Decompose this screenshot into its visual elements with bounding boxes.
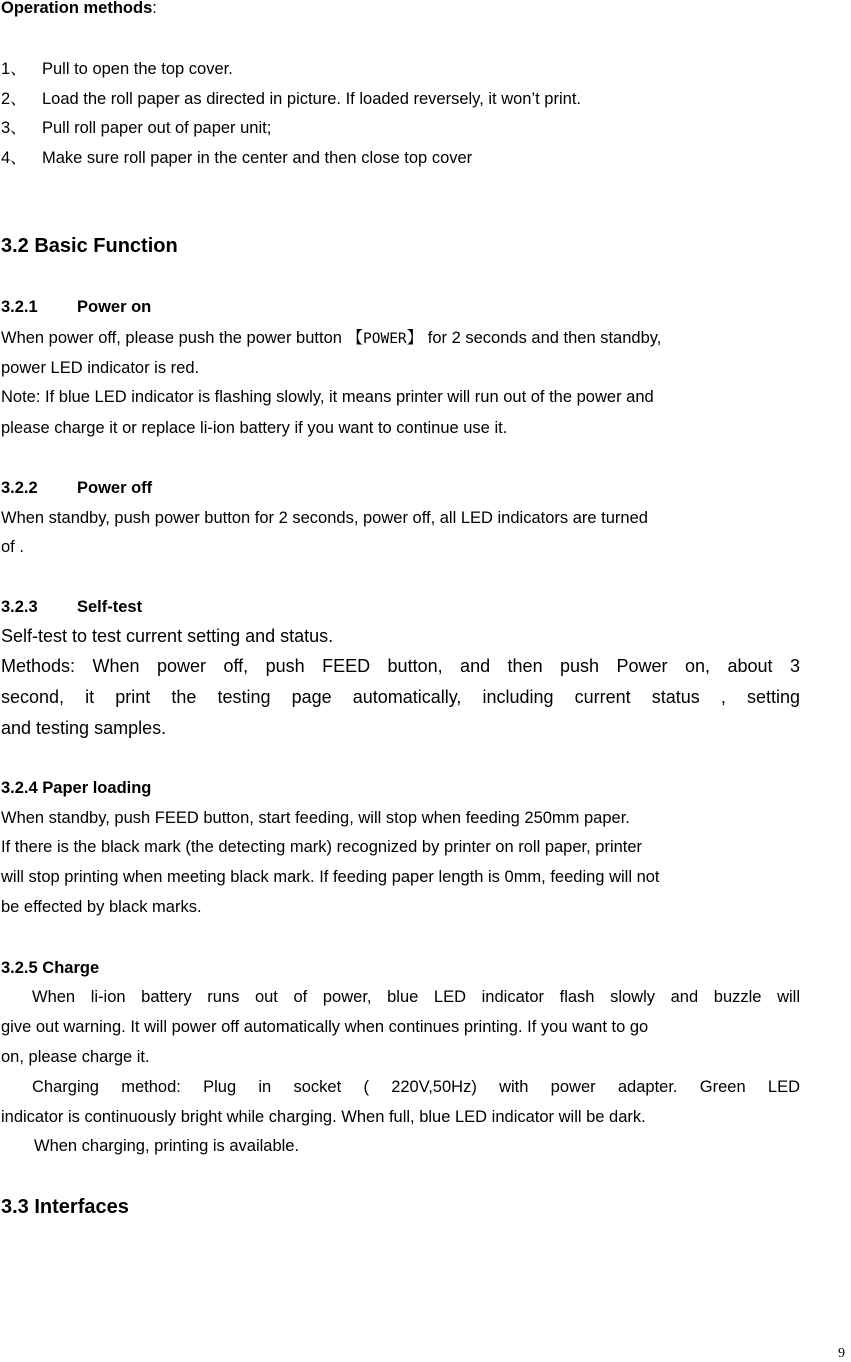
power-on-text-post: for 2 seconds and then standby,: [427, 329, 662, 347]
power-button-name: POWER: [363, 331, 407, 347]
step-number: 2、: [1, 90, 27, 108]
operation-step-4: [1, 148, 472, 168]
power-button-label: [347, 329, 424, 347]
charge-line-2: give out warning. It will power off automatically when continues printing. If you want to go: [1, 1018, 649, 1036]
subsection-heading-power-off: [1, 478, 152, 498]
subsection-title: Power on: [77, 298, 152, 316]
subsection-number: 3.2.2: [1, 479, 38, 497]
power-on-note-line-2: please charge it or replace li-ion battery if you want to continue use it.: [1, 419, 508, 437]
power-on-line-2: power LED indicator is red.: [1, 359, 200, 377]
step-text: Load the roll paper as directed in picture. If loaded reversely, it won’t print.: [42, 90, 581, 108]
operation-step-2: [1, 89, 581, 109]
power-on-text-pre: When power off, please push the power button: [1, 329, 342, 347]
bracket-open: 【: [346, 329, 364, 347]
subsection-heading-paper-loading: 3.2.4 Paper loading: [1, 779, 152, 797]
step-number: 4、: [1, 149, 27, 167]
subsection-heading-self-test: [1, 597, 142, 617]
subsection-number: 3.2.3: [1, 598, 38, 616]
charge-line-6: When charging, printing is available.: [34, 1137, 300, 1155]
charge-line-4: Charging method: Plug in socket ( 220V,50Hz) with power adapter. Green LED: [32, 1078, 800, 1096]
self-test-line-2: Methods: When power off, push FEED button, and then push Power on, about 3: [1, 656, 800, 676]
step-number: 1、: [1, 60, 27, 78]
paper-loading-line-3: will stop printing when meeting black mark. If feeding paper length is 0mm, feeding will not: [1, 868, 660, 886]
step-number: 3、: [1, 119, 27, 137]
bracket-close: 】: [406, 329, 424, 347]
charge-line-3: on, please charge it.: [1, 1048, 150, 1066]
step-text: Pull to open the top cover.: [42, 60, 233, 78]
self-test-line-3: second, it print the testing page automatically, including current status , setting: [1, 687, 800, 707]
charge-line-1: When li-ion battery runs out of power, blue LED indicator flash slowly and buzzle will: [32, 988, 800, 1006]
subsection-title: Power off: [77, 479, 153, 497]
power-off-line-2: of .: [1, 538, 24, 556]
operation-step-1: [1, 59, 233, 79]
paper-loading-line-1: When standby, push FEED button, start feeding, will stop when feeding 250mm paper.: [1, 809, 630, 827]
section-title-interfaces: 3.3 Interfaces: [1, 1196, 129, 1218]
subsection-heading-charge: 3.2.5 Charge: [1, 959, 100, 977]
self-test-line-4: and testing samples.: [1, 718, 167, 738]
subsection-heading-power-on: [1, 297, 151, 317]
charge-line-5: indicator is continuously bright while charging. When full, blue LED indicator will be dark.: [1, 1108, 646, 1126]
power-off-line-1: When standby, push power button for 2 seconds, power off, all LED indicators are turned: [1, 509, 648, 527]
self-test-line-1: Self-test to test current setting and status.: [1, 626, 334, 646]
paper-loading-line-2: If there is the black mark (the detecting mark) recognized by printer on roll paper, printer: [1, 838, 643, 856]
page-number: 9: [838, 1346, 845, 1361]
subsection-title: Self-test: [77, 598, 143, 616]
power-on-note-line-1: Note: If blue LED indicator is flashing slowly, it means printer will run out of the power and: [1, 388, 654, 406]
subsection-number: 3.2.1: [1, 298, 38, 316]
operation-heading-colon: :: [152, 0, 157, 17]
operation-step-3: [1, 118, 271, 138]
operation-heading-text: Operation methods: [1, 0, 153, 17]
step-text: Make sure roll paper in the center and then close top cover: [42, 149, 473, 167]
section-title-basic-function: 3.2 Basic Function: [1, 235, 178, 257]
operation-heading: [1, 0, 157, 18]
paper-loading-line-4: be effected by black marks.: [1, 898, 202, 916]
step-text: Pull roll paper out of paper unit;: [42, 119, 272, 137]
power-on-line-1: [1, 328, 661, 349]
